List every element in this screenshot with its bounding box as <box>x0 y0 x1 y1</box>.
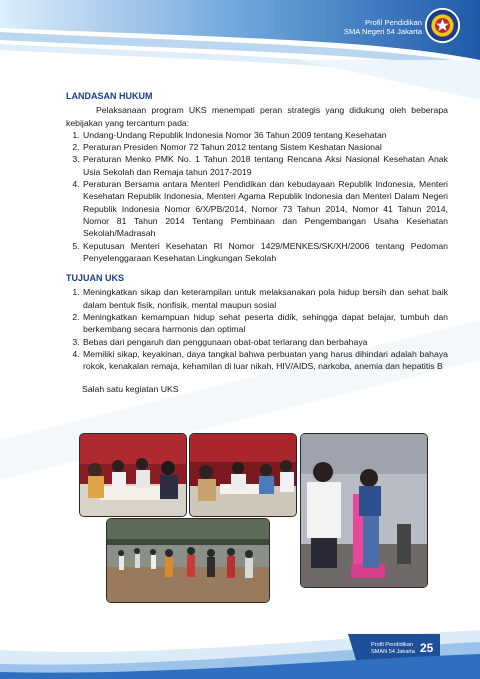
photo-morning-exercise <box>106 518 270 603</box>
footer-title <box>371 642 415 655</box>
list-item: 5. Keputusan Menteri Kesehatan RI Nomor 1429/MENKES/SK/XH/2006 tentang Pedoman Penyelenggaraan Kesehatan Lingkungan Sekolah <box>82 240 448 265</box>
list-item: 4. Peraturan Bersama antara Menteri Pendidikan dan kebudayaan Republik Indonesia, Menteri Kesehatan Republik Indonesia, Menteri Agama Republik Indonesia dan Menteri Dalam Negeri Republik Indonesia Nomor 6/X/PB/2014, Nomor 73 Tahun 2014, Nomor 41 Tahun 2014, Nomor 81 Tahun 2014 Tentang Pembinaan dan Pengembangan Usaha Kesehatan Sekolah/Madrasah <box>82 178 448 239</box>
landasan-intro: Pelaksanaan program UKS menempati peran strategis yang didukung oleh beberapa kebijakan yang tercantum pada: <box>66 105 448 128</box>
header-line-2: SMA Negeri 54 Jakarta <box>343 27 422 36</box>
main-content <box>66 90 448 395</box>
header-line-1: Profil Pendidikan <box>365 18 422 27</box>
page-number: 25 <box>420 641 434 655</box>
header-title <box>344 18 422 36</box>
tujuan-list <box>66 286 448 372</box>
footer-line-1: Profil Pendidikan <box>371 642 413 648</box>
section-title-landasan: LANDASAN HUKUM <box>66 91 153 101</box>
section-title-tujuan: TUJUAN UKS <box>66 273 125 284</box>
list-item: 1. Meningkatkan sikap dan keterampilan untuk melaksanakan pola hidup bersih dan sehat baik dalam bentuk fisik, nonfisik, mental maupun sosial <box>82 286 448 311</box>
photo-health-check-1 <box>79 433 187 517</box>
list-item: 4. Memiliki sikap, keyakinan, daya tangkal bahwa perbuatan yang harus dihindari adalah bahaya rokok, kenakalan remaja, kehamilan di luar nikah, HIV/AIDS, narkoba, anemia dan hepatitis B <box>82 348 448 373</box>
list-item: 3. Peraturan Menko PMK No. 1 Tahun 2018 tentang Rencana Aksi Nasional Kesehatan Anak Usia Sekolah dan Remaja tahun 2017-2019 <box>82 153 448 178</box>
footer-line-2: SMAN 54 Jakarta <box>371 648 415 655</box>
landasan-list <box>66 129 448 264</box>
photo-caption: Salah satu kegiatan UKS <box>82 383 179 394</box>
list-item: 2. Peraturan Presiden Nomor 72 Tahun 2012 tentang Sistem Keshatan Nasional <box>82 141 448 153</box>
school-crest-icon <box>424 7 461 44</box>
list-item: 2. Meningkatkan kemampuan hidup sehat peserta didik, sehingga dapat belajar, tumbuh dan berkembang secara harmonis dan optimal <box>82 311 448 336</box>
list-item: 3. Bebas dari pengaruh dan penggunaan obat-obat terlarang dan berbahaya <box>82 336 448 348</box>
list-item: 1. Undang-Undang Republik Indonesia Nomor 36 Tahun 2009 tentang Kesehatan <box>82 129 448 141</box>
photo-health-check-2 <box>189 433 297 517</box>
photo-blood-donation <box>300 433 428 588</box>
